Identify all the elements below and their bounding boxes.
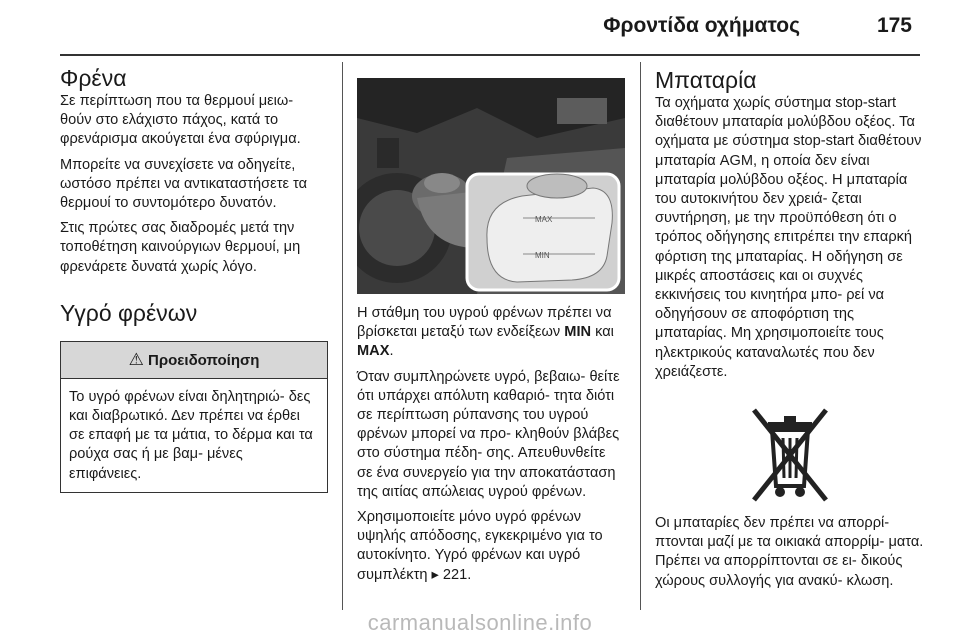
warning-title: Προειδοποίηση — [148, 351, 260, 369]
column-middle — [357, 62, 625, 591]
min-label: MIN — [564, 324, 592, 341]
battery-paragraph-1: Τα οχήματα χωρίς σύστημα stop-start διαθέτουν μπαταρία μολύβδου οξέος. Τα οχήματα με σύστημα stop-start διαθέτουν μπαταρία AGM, η οποία δεν είναι μπαταρία μολύβδου οξέος. Η μπαταρία του αυτοκινήτου δεν χρειά- ζεται συντήρηση, με την προϋπόθεση ότι ο τρόπος οδήγησης επιτρέπει την επαρκή φόρτιση της μπαταρίας. Η οδήγηση σε μικρές αποστάσεις και οι συχνές εκκινήσεις του κινητήρα μπο- ρεί να οδηγήσουν σε αποφόρτιση της μπαταρίας. Μη χρησιμοποιείτε τους ηλεκτρικούς καταναλωτές που δεν χρειάζεστε. — [655, 95, 922, 380]
brakes-paragraph-3: Στις πρώτες σας διαδρομές μετά την τοποθέτηση καινούργιων θερμουί, μη φρενάρετε δυνατά χωρίς λόγο. — [60, 220, 301, 275]
fluid-type-paragraph: Χρησιμοποιείτε μόνο υγρό φρένων υψηλής απόδοσης, εγκεκριμένο για το αυτοκίνητο. Υγρό φρένων και υγρό συμπλέκτη ▸ 221. — [357, 509, 603, 583]
battery-paragraph-2: Οι μπαταρίες δεν πρέπει να απορρί- πτονται μαζί με τα οικιακά απορρίμ- ματα. Πρέπει να απορρίπτονται σε ει- δικούς χώρους συλλογής για ανακύ- κλωση. — [655, 515, 924, 589]
column-right — [655, 66, 925, 597]
column-divider-2 — [640, 62, 641, 610]
column-divider-1 — [342, 62, 343, 610]
warning-header — [61, 342, 327, 379]
page-number: 175 — [876, 14, 912, 37]
max-label: MAX — [357, 343, 390, 360]
column-left — [60, 64, 328, 493]
brake-fluid-reservoir-photo — [357, 78, 625, 294]
fluid-level-paragraph: Η στάθμη του υγρού φρένων πρέπει να βρίσκεται μεταξύ των ενδείξεων MIN και MAX. — [357, 305, 614, 360]
warning-text: Το υγρό φρένων είναι δηλητηριώ- δες και διαβρωτικό. Δεν πρέπει να έρθει σε επαφή με τα μάτια, το δέρμα και τα ρούχα σας ή με βαμ- μένες επιφάνειες. — [69, 388, 313, 482]
warning-box — [60, 341, 328, 493]
page-header-title: Φροντίδα οχήματος — [603, 14, 800, 37]
brakes-heading: Φρένα — [60, 65, 127, 91]
header-rule — [60, 54, 920, 56]
brake-fluid-heading: Υγρό φρένων — [60, 299, 198, 326]
refill-paragraph: Όταν συμπληρώνετε υγρό, βεβαιω- θείτε ότι υπάρχει απόλυτη καθαριό- τητα διότι σε περίπτωση ρύπανσης του υγρού φρένων μπορεί να προ- κληθούν βλάβες στο σύστημα πέδη- σης. Απευθυνθείτε σε ένα συνεργείο για την αποκατάσταση της αιτίας απώλειας υγρού φρένων. — [357, 368, 620, 500]
battery-heading: Μπαταρία — [655, 67, 757, 93]
max-mark-label: MAX — [535, 215, 553, 224]
page-reference: 221. — [442, 566, 472, 583]
min-mark-label: MIN — [535, 251, 550, 260]
watermark: carmanualsonline.info — [367, 610, 593, 635]
brakes-paragraph-2: Μπορείτε να συνεχίσετε να οδηγείτε, ωστόσο πρέπει να αντικαταστήσετε τα θερμουί το συντομότερο δυνατόν. — [60, 156, 308, 212]
brakes-paragraph-1: Σε περίπτωση που τα θερμουί μειω- θούν στο ελάχιστο πάχος, κατά το φρενάρισμα ακούγεται ένα σφύριγμα. — [60, 93, 301, 148]
crossed-out-bin-icon — [750, 404, 830, 504]
page-reference-icon: ▸ — [431, 566, 439, 583]
reservoir-inset — [467, 174, 619, 290]
warning-icon: ⚠ — [128, 349, 144, 369]
